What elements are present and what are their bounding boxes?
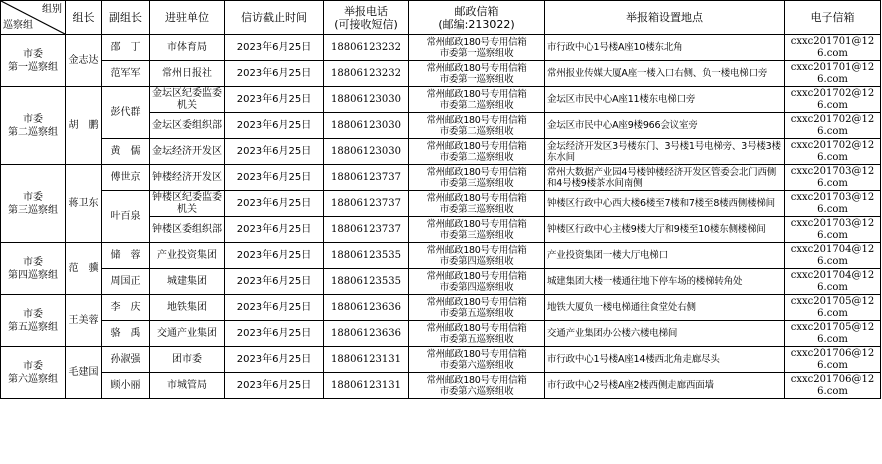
corner-bottom-label: 巡察组: [3, 20, 33, 31]
phone-cell: 18806123131: [324, 373, 409, 399]
mailbox-cell: [409, 321, 545, 347]
leader-cell: 胡 鹏: [66, 87, 102, 165]
deputy-cell: 叶百泉: [102, 191, 150, 243]
deputy-cell: 李 庆: [102, 295, 150, 321]
unit-cell: 金坛区纪委监委机关: [150, 87, 225, 113]
email-cell[interactable]: cxxc201703@126.com: [785, 165, 881, 191]
mailbox-line1: 常州邮政180号专用信箱: [426, 166, 527, 178]
group-name-cell: [1, 295, 66, 347]
deadline-cell: 2023年6月25日: [225, 35, 324, 61]
leader-cell: 毛建国: [66, 347, 102, 399]
mailbox-line1: 常州邮政180号专用信箱: [426, 88, 527, 100]
unit-cell: 金坛区委组织部: [150, 113, 225, 139]
deputy-cell: 顾小丽: [102, 373, 150, 399]
mailbox-line1: 常州邮政180号专用信箱: [426, 322, 527, 334]
deadline-cell: 2023年6月25日: [225, 113, 324, 139]
table-row: [1, 269, 881, 295]
deputy-cell: 傅世京: [102, 165, 150, 191]
phone-cell: 18806123737: [324, 191, 409, 217]
group-name-line1: 市委: [23, 113, 43, 125]
mailbox-line1: 常州邮政180号专用信箱: [426, 244, 527, 256]
mailbox-cell: [409, 61, 545, 87]
deputy-cell: 黄 儒: [102, 139, 150, 165]
mailbox-line1: 常州邮政180号专用信箱: [426, 140, 527, 152]
header-box-location: 举报箱设置地点: [545, 1, 785, 35]
deputy-cell: 周国正: [102, 269, 150, 295]
mailbox-line2: 市委第一巡察组收: [439, 73, 514, 85]
mailbox-cell: [409, 347, 545, 373]
box-location-cell: 金坛区市民中心A座11楼东电梯口旁: [545, 87, 785, 113]
mailbox-cell: [409, 217, 545, 243]
group-name-line2: 第二巡察组: [8, 126, 58, 138]
table-row: [1, 373, 881, 399]
unit-cell: 钟楼区纪委监委机关: [150, 191, 225, 217]
email-cell[interactable]: cxxc201704@126.com: [785, 269, 881, 295]
unit-cell: 市城管局: [150, 373, 225, 399]
unit-cell: 产业投资集团: [150, 243, 225, 269]
phone-cell: 18806123030: [324, 113, 409, 139]
header-phone-line1: 举报电话: [344, 4, 388, 18]
mailbox-line2: 市委第二巡察组收: [439, 151, 514, 163]
phone-cell: 18806123737: [324, 217, 409, 243]
group-name-line2: 第三巡察组: [8, 204, 58, 216]
group-name-line1: 市委: [23, 48, 43, 60]
unit-cell: 市体育局: [150, 35, 225, 61]
mailbox-cell: [409, 243, 545, 269]
group-name-cell: [1, 35, 66, 87]
email-cell[interactable]: cxxc201703@126.com: [785, 217, 881, 243]
box-location-cell: 城建集团大楼一楼通往地下停车场的楼梯转角处: [545, 269, 785, 295]
mailbox-line2: 市委第四巡察组收: [439, 281, 514, 293]
group-name-line2: 第四巡察组: [8, 269, 58, 281]
table-row: [1, 347, 881, 373]
phone-cell: 18806123232: [324, 61, 409, 87]
unit-cell: 地铁集团: [150, 295, 225, 321]
mailbox-cell: [409, 191, 545, 217]
table-row: [1, 139, 881, 165]
email-cell[interactable]: cxxc201702@126.com: [785, 139, 881, 165]
phone-cell: 18806123636: [324, 295, 409, 321]
mailbox-cell: [409, 113, 545, 139]
mailbox-line1: 常州邮政180号专用信箱: [426, 348, 527, 360]
group-name-line2: 第一巡察组: [8, 61, 58, 73]
corner-top-label: 组别: [42, 4, 62, 15]
deadline-cell: 2023年6月25日: [225, 295, 324, 321]
mailbox-line2: 市委第二巡察组收: [439, 125, 514, 137]
unit-cell: 常州日报社: [150, 61, 225, 87]
deadline-cell: 2023年6月25日: [225, 321, 324, 347]
deputy-cell: 彭代群: [102, 87, 150, 139]
leader-cell: 金志达: [66, 35, 102, 87]
deadline-cell: 2023年6月25日: [225, 243, 324, 269]
email-cell[interactable]: cxxc201706@126.com: [785, 347, 881, 373]
mailbox-cell: [409, 373, 545, 399]
header-email: 电子信箱: [785, 1, 881, 35]
group-name-cell: [1, 347, 66, 399]
group-name-line1: 市委: [23, 191, 43, 203]
box-location-cell: 市行政中心2号楼A座2楼西侧走廊西面墙: [545, 373, 785, 399]
mailbox-cell: [409, 269, 545, 295]
box-location-cell: 市行政中心1号楼A座14楼西北角走廊尽头: [545, 347, 785, 373]
deadline-cell: 2023年6月25日: [225, 87, 324, 113]
deadline-cell: 2023年6月25日: [225, 373, 324, 399]
header-unit: 进驻单位: [150, 1, 225, 35]
group-name-cell: [1, 243, 66, 295]
phone-cell: 18806123737: [324, 165, 409, 191]
mailbox-cell: [409, 295, 545, 321]
header-deputy: 副组长: [102, 1, 150, 35]
group-name-line2: 第五巡察组: [8, 321, 58, 333]
unit-cell: 交通产业集团: [150, 321, 225, 347]
mailbox-line1: 常州邮政180号专用信箱: [426, 296, 527, 308]
mailbox-line1: 常州邮政180号专用信箱: [426, 218, 527, 230]
table-row: [1, 61, 881, 87]
mailbox-line1: 常州邮政180号专用信箱: [426, 374, 527, 386]
leader-cell: 范 骥: [66, 243, 102, 295]
email-cell[interactable]: cxxc201703@126.com: [785, 191, 881, 217]
mailbox-line1: 常州邮政180号专用信箱: [426, 270, 527, 282]
header-mailbox: [409, 1, 545, 35]
box-location-cell: 金坛经济开发区3号楼东门、3号楼1号电梯旁、3号楼3楼东水间: [545, 139, 785, 165]
unit-cell: 钟楼区委组织部: [150, 217, 225, 243]
mailbox-line2: 市委第六巡察组收: [439, 385, 514, 397]
phone-cell: 18806123535: [324, 269, 409, 295]
table-row: [1, 321, 881, 347]
mailbox-line1: 常州邮政180号专用信箱: [426, 36, 527, 48]
phone-cell: 18806123636: [324, 321, 409, 347]
mailbox-cell: [409, 139, 545, 165]
email-cell[interactable]: cxxc201704@126.com: [785, 243, 881, 269]
deputy-cell: 范军军: [102, 61, 150, 87]
phone-cell: 18806123535: [324, 243, 409, 269]
mailbox-line2: 市委第五巡察组收: [439, 307, 514, 319]
deputy-cell: 储 蓉: [102, 243, 150, 269]
table-row: [1, 295, 881, 321]
deadline-cell: 2023年6月25日: [225, 347, 324, 373]
mailbox-line2: 市委第一巡察组收: [439, 47, 514, 59]
email-cell[interactable]: cxxc201702@126.com: [785, 87, 881, 113]
phone-cell: 18806123131: [324, 347, 409, 373]
box-location-cell: 金坛区市民中心A座9楼966会议室旁: [545, 113, 785, 139]
mailbox-line2: 市委第四巡察组收: [439, 255, 514, 267]
mailbox-line2: 市委第五巡察组收: [439, 333, 514, 345]
deadline-cell: 2023年6月25日: [225, 269, 324, 295]
unit-cell: 钟楼经济开发区: [150, 165, 225, 191]
phone-cell: 18806123030: [324, 139, 409, 165]
table-row: [1, 165, 881, 191]
email-cell[interactable]: cxxc201705@126.com: [785, 321, 881, 347]
header-leader: 组长: [66, 1, 102, 35]
group-name-line1: 市委: [23, 360, 43, 372]
group-name-line1: 市委: [23, 256, 43, 268]
mailbox-line2: 市委第三巡察组收: [439, 229, 514, 241]
email-cell[interactable]: cxxc201705@126.com: [785, 295, 881, 321]
mailbox-line2: 市委第三巡察组收: [439, 203, 514, 215]
box-location-cell: 钟楼区行政中心主楼9楼大厅和9楼至10楼东侧楼梯间: [545, 217, 785, 243]
phone-cell: 18806123232: [324, 35, 409, 61]
email-cell[interactable]: cxxc201706@126.com: [785, 373, 881, 399]
email-cell[interactable]: cxxc201701@126.com: [785, 61, 881, 87]
phone-cell: 18806123030: [324, 87, 409, 113]
email-cell[interactable]: cxxc201701@126.com: [785, 35, 881, 61]
group-name-line2: 第六巡察组: [8, 373, 58, 385]
deadline-cell: 2023年6月25日: [225, 165, 324, 191]
mailbox-line1: 常州邮政180号专用信箱: [426, 114, 527, 126]
header-mailbox-line1: 邮政信箱: [454, 4, 499, 18]
deadline-cell: 2023年6月25日: [225, 61, 324, 87]
deputy-cell: 邵 丁: [102, 35, 150, 61]
header-deadline: 信访截止时间: [225, 1, 324, 35]
header-mailbox-line2: (邮编:213022): [438, 17, 515, 31]
unit-cell: 城建集团: [150, 269, 225, 295]
deadline-cell: 2023年6月25日: [225, 139, 324, 165]
mailbox-line2: 市委第六巡察组收: [439, 359, 514, 371]
header-phone: [324, 1, 409, 35]
mailbox-line1: 常州邮政180号专用信箱: [426, 62, 527, 74]
box-location-cell: 常州报业传媒大厦A座一楼入口右侧、负一楼电梯口旁: [545, 61, 785, 87]
group-name-line1: 市委: [23, 308, 43, 320]
group-name-cell: [1, 87, 66, 165]
box-location-cell: 市行政中心1号楼A座10楼东北角: [545, 35, 785, 61]
email-cell[interactable]: cxxc201702@126.com: [785, 113, 881, 139]
box-location-cell: 产业投资集团一楼大厅电梯口: [545, 243, 785, 269]
mailbox-line2: 市委第二巡察组收: [439, 99, 514, 111]
box-location-cell: 钟楼区行政中心西大楼6楼至7楼和7楼至8楼西侧楼梯间: [545, 191, 785, 217]
group-name-cell: [1, 165, 66, 243]
leader-cell: 蒋卫东: [66, 165, 102, 243]
unit-cell: 金坛经济开发区: [150, 139, 225, 165]
deadline-cell: 2023年6月25日: [225, 217, 324, 243]
mailbox-line1: 常州邮政180号专用信箱: [426, 192, 527, 204]
unit-cell: 团市委: [150, 347, 225, 373]
table-row: [1, 243, 881, 269]
mailbox-cell: [409, 87, 545, 113]
mailbox-cell: [409, 165, 545, 191]
box-location-cell: 地铁大厦负一楼电梯通往食堂处右侧: [545, 295, 785, 321]
table-row: [1, 191, 881, 217]
table-row: [1, 87, 881, 113]
header-phone-line2: (可接收短信): [334, 17, 398, 31]
deputy-cell: 骆 禹: [102, 321, 150, 347]
corner-header: [1, 1, 66, 35]
header-row: [1, 1, 881, 35]
box-location-cell: 常州大数据产业园4号楼钟楼经济开发区管委会北门西侧和4号楼9楼茶水间南侧: [545, 165, 785, 191]
deputy-cell: 孙淑强: [102, 347, 150, 373]
mailbox-cell: [409, 35, 545, 61]
box-location-cell: 交通产业集团办公楼六楼电梯间: [545, 321, 785, 347]
leader-cell: 王美蓉: [66, 295, 102, 347]
deadline-cell: 2023年6月25日: [225, 191, 324, 217]
table-row: [1, 35, 881, 61]
mailbox-line2: 市委第三巡察组收: [439, 177, 514, 189]
